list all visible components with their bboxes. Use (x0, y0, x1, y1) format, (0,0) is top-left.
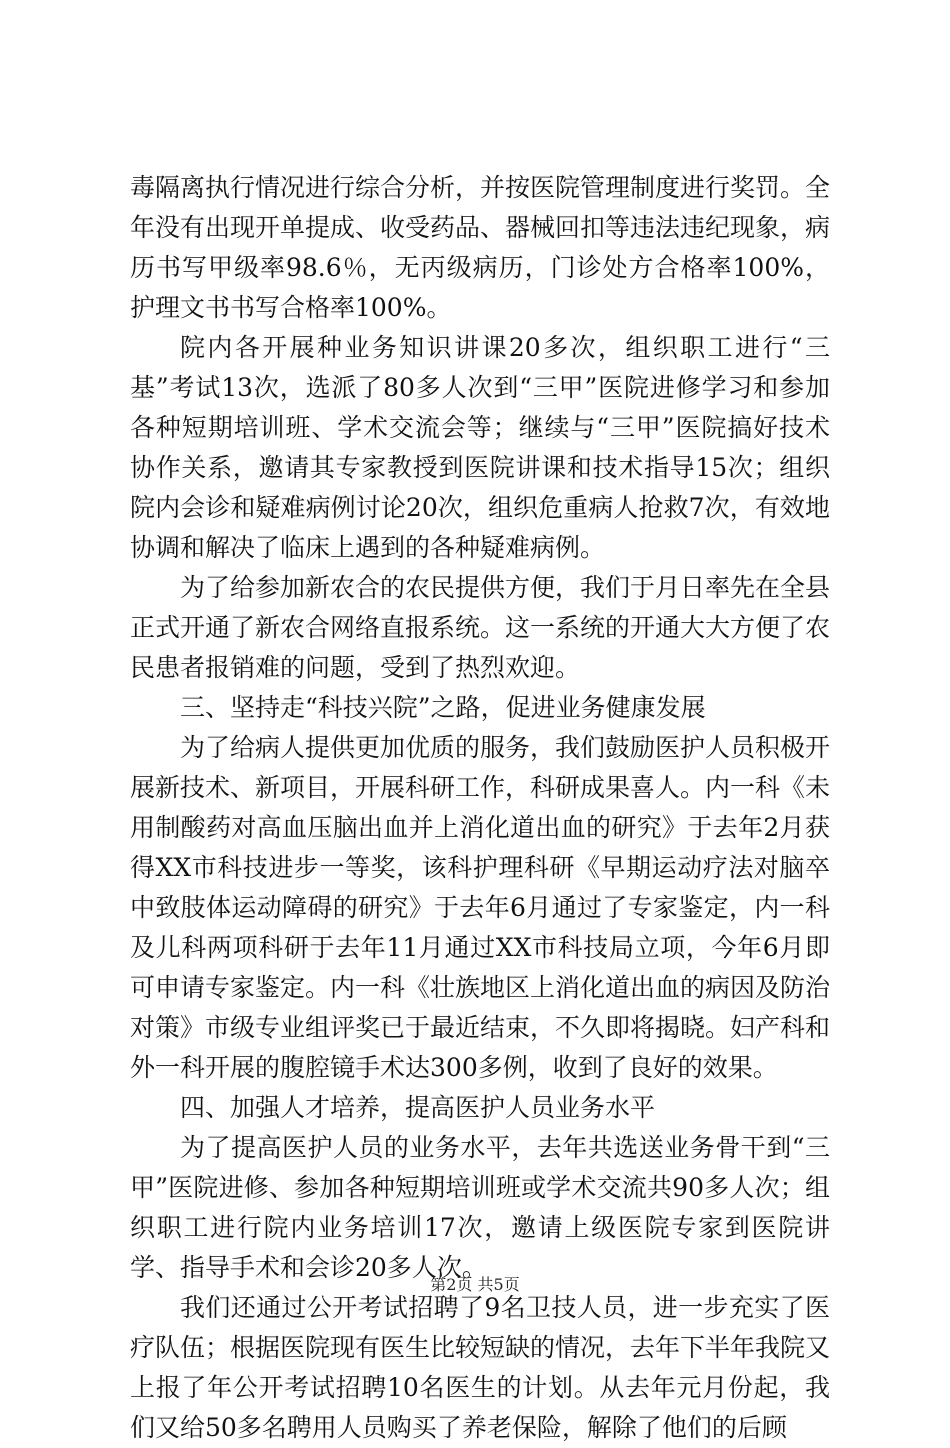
paragraph-continued: 毒隔离执行情况进行综合分析，并按医院管理制度进行奖罚。全年没有出现开单提成、收受药品、器械回扣等违法违纪现象，病历书写甲级率98.6％，无丙级病历，门诊处方合格率100%，护理文书书写合格率100%。 (130, 173, 831, 322)
paragraph-research: 为了给病人提供更加优质的服务，我们鼓励医护人员积极开展新技术、新项目，开展科研工作，科研成果喜人。内一科《未用制酸药对高血压脑出血并上消化道出血的研究》于去年2月获得XX市科技进步一等奖，该科护理科研《早期运动疗法对脑卒中致肢体运动障碍的研究》于去年6月通过了专家鉴定，内一科及儿科两项科研于去年11月通过XX市科技局立项，今年6月即可申请专家鉴定。内一科《壮族地区上消化道出血的病因及防治对策》市级专业组评奖已于最近结束，不久即将揭晓。妇产科和外一科开展的腹腔镜手术达300多例，收到了良好的效果。 (130, 733, 831, 1082)
paragraph-recruitment: 我们还通过公开考试招聘了9名卫技人员，进一步充实了医疗队伍；根据医院现有医生比较短缺的情况，去年下半年我院又上报了年公开考试招聘10名医生的计划。从去年元月份起，我们又给50多名聘用人员购买了养老保险，解除了他们的后顾 (130, 1293, 831, 1442)
section-heading-3: 三、坚持走“科技兴院”之路，促进业务健康发展 (180, 693, 706, 722)
document-body (130, 168, 830, 1448)
paragraph-staff-training: 为了提高医护人员的业务水平，去年共选送业务骨干到“三甲”医院进修、参加各种短期培训班或学术交流共90多人次；组织职工进行院内业务培训17次，邀请上级医院专家到医院讲学、指导手术和会诊20多人次。 (130, 1133, 830, 1282)
paragraph-insurance-network: 为了给参加新农合的农民提供方便，我们于月日率先在全县正式开通了新农合网络直报系统。这一系统的开通大大方便了农民患者报销难的问题，受到了热烈欢迎。 (130, 573, 831, 682)
paragraph-training: 院内各开展种业务知识讲课20多次，组织职工进行“三基”考试13次，选派了80多人次到“三甲”医院进修学习和参加各种短期培训班、学术交流会等；继续与“三甲”医院搞好技术协作关系，邀请其专家教授到医院讲课和技术指导15次；组织院内会诊和疑难病例讨论20次，组织危重病人抢救7次，有效地协调和解决了临床上遇到的各种疑难病例。 (130, 333, 830, 562)
section-heading-4: 四、加强人才培养，提高医护人员业务水平 (180, 1093, 656, 1122)
page-number: 第2页 共5页 (430, 1275, 520, 1294)
